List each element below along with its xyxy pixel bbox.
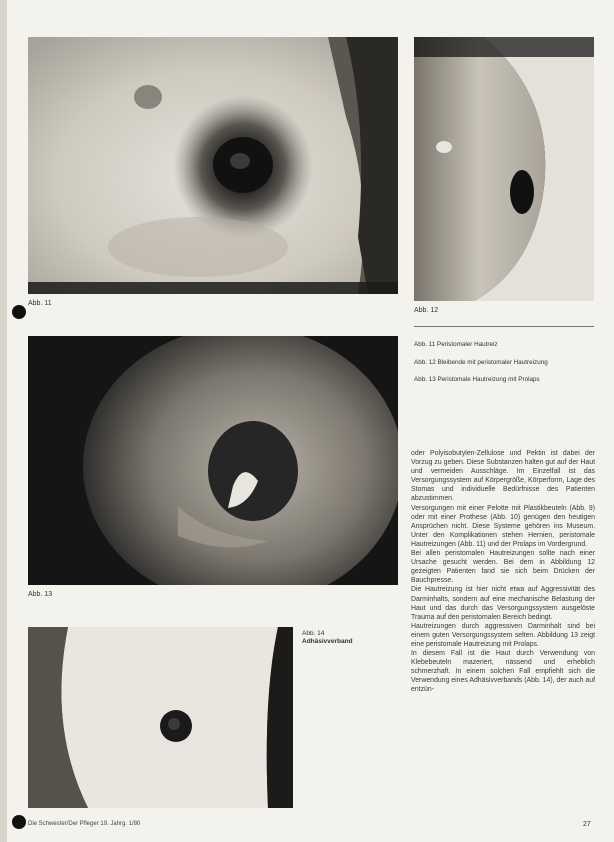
figure-abb13-image <box>28 336 398 585</box>
figure-abb14-photo <box>28 627 293 808</box>
abb14-label: Abb. 14 <box>302 630 325 637</box>
abb14-caption <box>302 630 392 646</box>
body-text-column <box>411 449 595 695</box>
binder-hole <box>12 305 26 319</box>
figure-abb11-image <box>28 37 398 294</box>
body-paragraph: Hautreizungen durch aggressiven Darminhalt sind bei einem guten Versorgungssystem selten. Abbildung 13 zeigt eine peristomale Hautreizung mit Prolaps. <box>411 622 595 648</box>
figure-abb14-image <box>28 627 293 808</box>
figure-abb12-image <box>414 37 594 301</box>
caption-divider <box>414 326 594 327</box>
body-paragraph: Versorgungen mit einer Pelotte mit Plastikbeuteln (Abb. 9) oder mit einer Prothese (Abb. 10) genügen den heutigen Ansprüchen nicht. Diese Systeme gehören ins Museum. Unter den Komplikationen stehen Hernien, peristomale Hautreizungen (Abb. 11) und der Prolaps im Vordergrund. <box>411 504 595 548</box>
body-paragraph: Die Hautreizung ist hier nicht etwa auf Aggressivität des Darminhalts, sondern auf eine mechanische Belastung der Haut und das durch das Versorgungssystem ausgelöste Trauma auf den peristomalen Bereich bedingt. <box>411 586 595 621</box>
body-paragraph: Bei allen peristomalen Hautreizungen sollte nach einer Ursache gesucht werden. Bei dem in Abbildung 12 gezeigten Patienten fand sie sich beim Drücken der Bauchpresse. <box>411 550 595 585</box>
figure-abb12-photo <box>414 37 594 301</box>
abb13-label: Abb. 13 <box>28 591 53 598</box>
body-paragraph: In diesem Fall ist die Haut durch Verwendung von Klebebeuteln mazeriert, nässend und erheblich schmerzhaft. In einem solchen Fall empfiehlt sich die Verwendung eines Adhäsivverbands (Abb. 14), der auch auf entzün- <box>411 650 595 694</box>
caption-abb13: Abb. 13 Peristomale Hautreizung mit Prolaps <box>414 376 540 384</box>
caption-abb12: Abb. 12 Bleibende mit peristomaler Hautreizung <box>414 358 548 366</box>
page-edge <box>0 0 7 842</box>
abb14-title: Adhäsivverband <box>302 638 353 645</box>
figure-abb13-photo <box>28 336 398 585</box>
body-paragraph: oder Polyisobutylen-Zellulose und Pektin ist dabei der Vorzug zu geben. Diese Substanzen halten gut auf der Haut und vermeiden Ausschläge. Im Einzelfall ist das Versorgungssystem auf Körpergröße, Körperform, Lage des Stomas und individuelle Bedürfnisse des Patienten abzustimmen. <box>411 450 595 503</box>
caption-list <box>414 341 594 394</box>
abb11-label: Abb. 11 <box>28 300 52 307</box>
abb12-label: Abb. 12 <box>414 307 439 314</box>
caption-abb11: Abb. 11 Peristomaler Hautreiz <box>414 341 498 348</box>
page-number: 27 <box>583 821 591 828</box>
footer-journal: Die Schwester/Der Pfleger 19. Jahrg. 1/80 <box>28 821 141 827</box>
figure-abb11-photo <box>28 37 398 294</box>
binder-hole <box>12 815 26 829</box>
